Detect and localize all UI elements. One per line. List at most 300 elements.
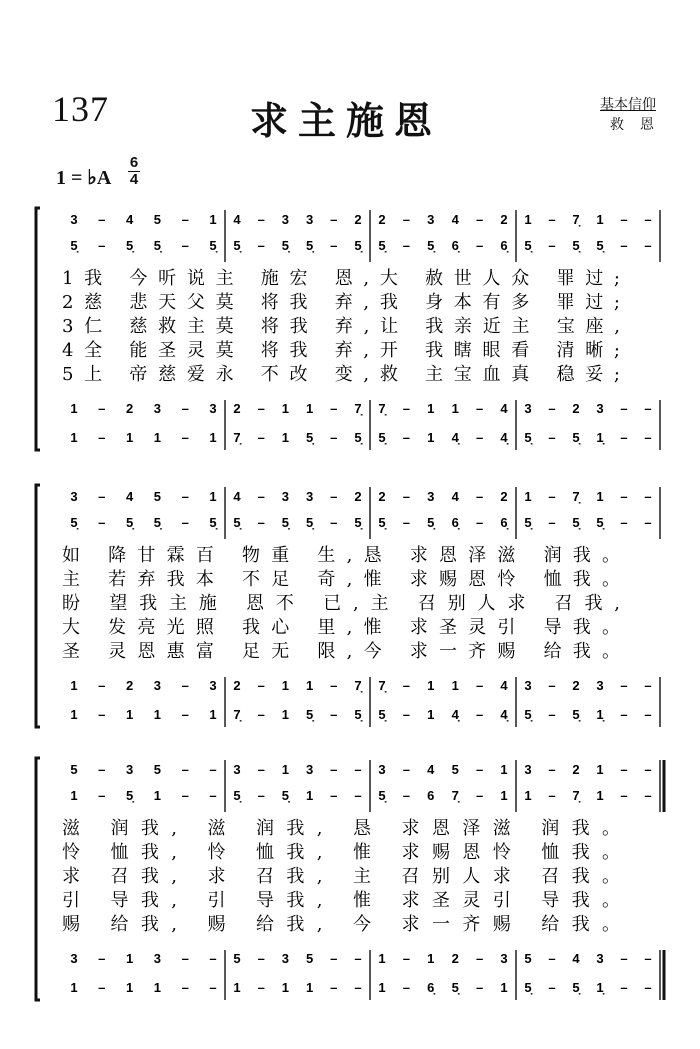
note: 4	[451, 212, 459, 227]
note: 1	[451, 401, 459, 416]
note: –	[548, 212, 556, 227]
note: 1̣	[596, 980, 604, 995]
note: 3	[70, 951, 78, 966]
note: –	[620, 951, 628, 966]
note: 5̣	[233, 515, 241, 530]
note: 4	[451, 489, 459, 504]
note: –	[354, 980, 362, 995]
lyric-line: 求 召我, 求 召我, 主 召别人求 召我。	[62, 866, 620, 887]
note: 5	[153, 212, 162, 227]
note: 7̣	[354, 678, 362, 693]
note: 4	[233, 212, 241, 227]
note: –	[644, 980, 652, 995]
note: –	[620, 980, 628, 995]
note: 5̣	[281, 515, 290, 530]
note: 5	[524, 951, 532, 966]
note: 1	[427, 430, 435, 445]
note: –	[475, 788, 484, 803]
note: 1	[500, 788, 508, 803]
note: 5̣	[451, 980, 459, 995]
note: –	[548, 678, 556, 693]
note: 3	[281, 951, 290, 966]
note: 1	[233, 980, 241, 995]
note: 3	[70, 212, 78, 227]
note: –	[354, 788, 362, 803]
note: 7̣	[378, 401, 386, 416]
note: 3	[378, 762, 386, 777]
note: 4	[125, 212, 134, 227]
note: 5̣	[281, 788, 290, 803]
note: 1	[427, 401, 435, 416]
note: 5̣	[125, 238, 134, 253]
note: –	[257, 788, 265, 803]
note: 1	[281, 762, 290, 777]
note: 1	[281, 678, 290, 693]
note: 5̣	[378, 430, 386, 445]
note: –	[181, 762, 189, 777]
note: –	[644, 707, 652, 722]
note: 1	[281, 980, 290, 995]
note: 1	[305, 401, 314, 416]
note: 5̣	[233, 238, 241, 253]
note: 5	[153, 489, 162, 504]
note: 1	[378, 951, 386, 966]
note: –	[475, 678, 484, 693]
note: 5̣	[125, 515, 134, 530]
note: 1	[209, 707, 217, 722]
note: 2	[233, 678, 241, 693]
time-signature-bottom: 4	[129, 171, 139, 188]
lyric-line: 圣 灵恩惠富 足无 限,今 求一齐赐 给我。	[62, 641, 620, 662]
note: 1	[125, 430, 134, 445]
note: 5	[305, 951, 314, 966]
note: 5̣	[305, 430, 314, 445]
note: 3	[125, 762, 134, 777]
time-signature-top: 6	[129, 154, 139, 171]
note: –	[330, 980, 338, 995]
note: 1	[305, 678, 314, 693]
note: –	[475, 401, 484, 416]
note: –	[475, 238, 484, 253]
note: –	[330, 762, 338, 777]
hymn-number: 137	[52, 89, 109, 129]
note: 2	[378, 489, 386, 504]
note: –	[644, 951, 652, 966]
lyric-line: 盼 望我主施 恩不 已,主 召别人求 召我,	[62, 593, 620, 614]
note: 3	[233, 762, 241, 777]
note: –	[548, 489, 556, 504]
note: –	[620, 238, 628, 253]
lyric-line: 引 导我, 引 导我, 惟 求圣灵引 导我。	[62, 890, 620, 911]
note: –	[98, 430, 106, 445]
note: –	[98, 678, 106, 693]
note: 1	[451, 678, 459, 693]
note: –	[209, 788, 217, 803]
hymn-title: 求主施恩	[250, 98, 443, 143]
note: –	[644, 238, 652, 253]
note: 6̣	[451, 238, 459, 253]
note: 7̣	[233, 430, 241, 445]
note: 6	[427, 788, 435, 803]
note: 5̣	[427, 238, 435, 253]
note: 3	[305, 762, 314, 777]
note: 5̣	[524, 238, 532, 253]
note: 1	[209, 430, 217, 445]
note: –	[330, 489, 338, 504]
note: 5̣	[572, 238, 580, 253]
note: 1	[153, 980, 162, 995]
note: –	[548, 515, 556, 530]
note: –	[181, 489, 189, 504]
note: –	[548, 980, 556, 995]
note: –	[209, 980, 217, 995]
note: 2	[125, 678, 134, 693]
note: –	[475, 707, 484, 722]
note: –	[98, 489, 106, 504]
note: 4	[233, 489, 241, 504]
note: –	[644, 762, 652, 777]
note: 3	[305, 489, 314, 504]
note: 7̣	[572, 489, 580, 504]
note: 4̣	[500, 707, 508, 722]
note: 3	[427, 489, 435, 504]
note: 5̣	[524, 430, 532, 445]
note: –	[402, 430, 411, 445]
note: –	[402, 951, 411, 966]
note: –	[98, 707, 106, 722]
note: 4̣	[451, 707, 459, 722]
note: 1	[153, 788, 162, 803]
note: 1	[281, 707, 290, 722]
note: –	[402, 401, 411, 416]
note: 3	[153, 951, 162, 966]
note: 1̣	[596, 430, 604, 445]
category-secondary: 救恩	[610, 117, 670, 133]
note: –	[98, 980, 106, 995]
note: 5̣	[354, 515, 362, 530]
lyric-line: 滋 润我, 滋 润我, 恳 求恩泽滋 润我。	[62, 818, 620, 839]
lyric-line: 4全 能圣灵莫 将我 弃,开 我瞎眼看 清晰;	[62, 340, 621, 361]
note: 5̣	[153, 515, 162, 530]
note: 1	[70, 430, 78, 445]
note: –	[620, 678, 628, 693]
note: –	[330, 238, 338, 253]
note: 3	[70, 489, 78, 504]
note: –	[548, 238, 556, 253]
lyric-line: 如 降甘霖百 物重 生,恳 求恩泽滋 润我。	[62, 545, 620, 566]
note: –	[354, 951, 362, 966]
note: 2	[354, 212, 362, 227]
note: –	[548, 430, 556, 445]
note: 4̣	[451, 430, 459, 445]
note: –	[257, 212, 265, 227]
note: 5̣	[572, 430, 580, 445]
note: –	[98, 762, 106, 777]
note: 5̣	[281, 238, 290, 253]
note: –	[354, 762, 362, 777]
note: –	[257, 515, 265, 530]
note: 5̣	[305, 707, 314, 722]
note: 1	[596, 788, 604, 803]
note: 4	[427, 762, 435, 777]
note: 3	[427, 212, 435, 227]
note: –	[98, 788, 106, 803]
lyric-line: 1我 今听说主 施宏 恩,大 赦世人众 罪过;	[62, 268, 621, 289]
note: –	[181, 678, 189, 693]
note: 2	[572, 678, 580, 693]
note: 5̣	[153, 238, 162, 253]
note: 7̣	[572, 212, 580, 227]
note: –	[475, 430, 484, 445]
note: –	[402, 212, 411, 227]
note: –	[330, 678, 338, 693]
note: 6̣	[427, 980, 435, 995]
note: 4	[500, 678, 508, 693]
note: 7̣	[354, 401, 362, 416]
note: –	[98, 515, 106, 530]
note: 1	[305, 788, 314, 803]
note: 2	[451, 951, 459, 966]
note: 3	[524, 678, 532, 693]
note: 1	[524, 788, 532, 803]
note: 5̣	[596, 515, 604, 530]
note: –	[257, 401, 265, 416]
note: –	[475, 980, 484, 995]
note: –	[98, 951, 106, 966]
note: –	[330, 430, 338, 445]
category-primary: 基本信仰	[600, 97, 656, 113]
note: –	[620, 762, 628, 777]
note: –	[644, 678, 652, 693]
note: 1	[70, 707, 78, 722]
note: 3	[500, 951, 508, 966]
note: 4	[500, 401, 508, 416]
note: 6̣	[500, 238, 508, 253]
note: –	[181, 788, 189, 803]
note: –	[620, 515, 628, 530]
note: –	[330, 951, 338, 966]
note: 5̣	[70, 515, 78, 530]
system-bracket	[36, 485, 40, 727]
lyric-line: 赐 给我, 赐 给我, 今 求一齐赐 给我。	[62, 914, 620, 935]
note: 3	[524, 401, 532, 416]
note: 3	[596, 951, 604, 966]
lyric-line: 主 若弃我本 不足 奇,惟 求赐恩怜 恤我。	[62, 569, 620, 590]
note: –	[644, 788, 652, 803]
note: 5	[70, 762, 78, 777]
note: –	[548, 707, 556, 722]
note: 1	[524, 212, 532, 227]
note: 4	[125, 489, 134, 504]
note: 1	[281, 430, 290, 445]
note: –	[644, 515, 652, 530]
note: –	[548, 788, 556, 803]
note: –	[330, 515, 338, 530]
note: –	[620, 489, 628, 504]
note: 5̣	[572, 707, 580, 722]
note: 1	[500, 980, 508, 995]
note: 6̣	[500, 515, 508, 530]
note: –	[181, 238, 189, 253]
note: 3	[524, 762, 532, 777]
note: –	[181, 401, 189, 416]
note: 5̣	[596, 238, 604, 253]
note: 2	[125, 401, 134, 416]
note: 1	[500, 762, 508, 777]
note: 1	[70, 980, 78, 995]
note: –	[620, 707, 628, 722]
note: –	[181, 430, 189, 445]
note: 1	[378, 980, 386, 995]
note: 1	[125, 951, 134, 966]
note: 5̣	[524, 707, 532, 722]
lyric-line: 3仁 慈救主莫 将我 弃,让 我亲近主 宝座,	[62, 316, 621, 337]
note: 2	[378, 212, 386, 227]
note: 2	[500, 212, 508, 227]
note: 2	[572, 762, 580, 777]
note: –	[98, 401, 106, 416]
note: 5̣	[233, 788, 241, 803]
note: 1	[209, 212, 217, 227]
system-bracket	[36, 758, 40, 1000]
note: 5̣	[354, 430, 362, 445]
note: –	[98, 212, 106, 227]
note: –	[181, 951, 189, 966]
note: –	[402, 238, 411, 253]
note: –	[475, 212, 484, 227]
note: –	[475, 489, 484, 504]
note: –	[330, 401, 338, 416]
note: 1	[596, 489, 604, 504]
note: 1	[70, 401, 78, 416]
note: 1	[427, 951, 435, 966]
note: –	[644, 430, 652, 445]
note: 5̣	[125, 788, 134, 803]
note: –	[257, 762, 265, 777]
note: 1	[596, 212, 604, 227]
note: –	[257, 707, 265, 722]
note: 1	[281, 401, 290, 416]
note: –	[402, 489, 411, 504]
note: 1̣	[596, 707, 604, 722]
note: –	[548, 401, 556, 416]
note: 5	[153, 762, 162, 777]
note: 5̣	[209, 515, 217, 530]
note: 5̣	[354, 238, 362, 253]
note: 3	[209, 401, 217, 416]
note: 1	[153, 430, 162, 445]
note: 1	[70, 678, 78, 693]
note: 1	[427, 707, 435, 722]
note: 5̣	[378, 515, 386, 530]
note: –	[181, 212, 189, 227]
note: 5̣	[572, 515, 580, 530]
note: 2	[354, 489, 362, 504]
lyric-line: 怜 恤我, 怜 恤我, 惟 求赐恩怜 恤我。	[62, 842, 620, 863]
note: 3	[153, 678, 162, 693]
note: 3	[305, 212, 314, 227]
note: 3	[281, 212, 290, 227]
note: 5̣	[209, 238, 217, 253]
note: –	[209, 951, 217, 966]
note: 2	[572, 401, 580, 416]
note: 7̣	[572, 788, 580, 803]
note: –	[330, 212, 338, 227]
key-signature: 1 = ♭A	[56, 167, 112, 189]
lyric-line: 5上 帝慈爱永 不改 变,救 主宝血真 稳妥;	[62, 364, 621, 385]
system-bracket	[36, 208, 40, 450]
note: –	[402, 762, 411, 777]
note: –	[181, 515, 189, 530]
note: –	[181, 707, 189, 722]
note: –	[402, 980, 411, 995]
note: –	[257, 430, 265, 445]
note: 5̣	[70, 238, 78, 253]
note: 6̣	[451, 515, 459, 530]
lyric-line: 2慈 悲天父莫 将我 弃,我 身本有多 罪过;	[62, 292, 621, 313]
note: 3	[281, 489, 290, 504]
note: –	[257, 489, 265, 504]
note: –	[330, 707, 338, 722]
note: 1	[125, 707, 134, 722]
note: 1	[125, 980, 134, 995]
note: 5̣	[378, 788, 386, 803]
note: 5	[451, 762, 459, 777]
note: –	[475, 762, 484, 777]
note: 5̣	[572, 980, 580, 995]
note: –	[98, 238, 106, 253]
note: 5	[233, 951, 241, 966]
note: –	[402, 515, 411, 530]
note: –	[257, 678, 265, 693]
note: –	[257, 980, 265, 995]
note: –	[548, 762, 556, 777]
note: 5̣	[427, 515, 435, 530]
note: 1	[524, 489, 532, 504]
note: 4̣	[500, 430, 508, 445]
lyric-line: 大 发亮光照 我心 里,惟 求圣灵引 导我。	[62, 617, 620, 638]
note: 3	[596, 678, 604, 693]
note: –	[402, 707, 411, 722]
note: –	[620, 212, 628, 227]
note: –	[402, 678, 411, 693]
note: 7̣	[378, 678, 386, 693]
note: 1	[153, 707, 162, 722]
note: –	[402, 788, 411, 803]
note: 3	[153, 401, 162, 416]
note: 5̣	[305, 238, 314, 253]
note: 5̣	[378, 238, 386, 253]
note: –	[475, 951, 484, 966]
note: –	[257, 238, 265, 253]
note: –	[644, 489, 652, 504]
note: 7̣	[233, 707, 241, 722]
note: 7̣	[451, 788, 459, 803]
note: 3	[596, 401, 604, 416]
note: 2	[233, 401, 241, 416]
note: 1	[209, 489, 217, 504]
note: 3	[209, 678, 217, 693]
note: –	[209, 762, 217, 777]
note: 5̣	[354, 707, 362, 722]
note: –	[330, 788, 338, 803]
note: 1	[305, 980, 314, 995]
note: –	[620, 430, 628, 445]
note: –	[644, 401, 652, 416]
note: –	[548, 951, 556, 966]
note: –	[644, 212, 652, 227]
note: 1	[70, 788, 78, 803]
